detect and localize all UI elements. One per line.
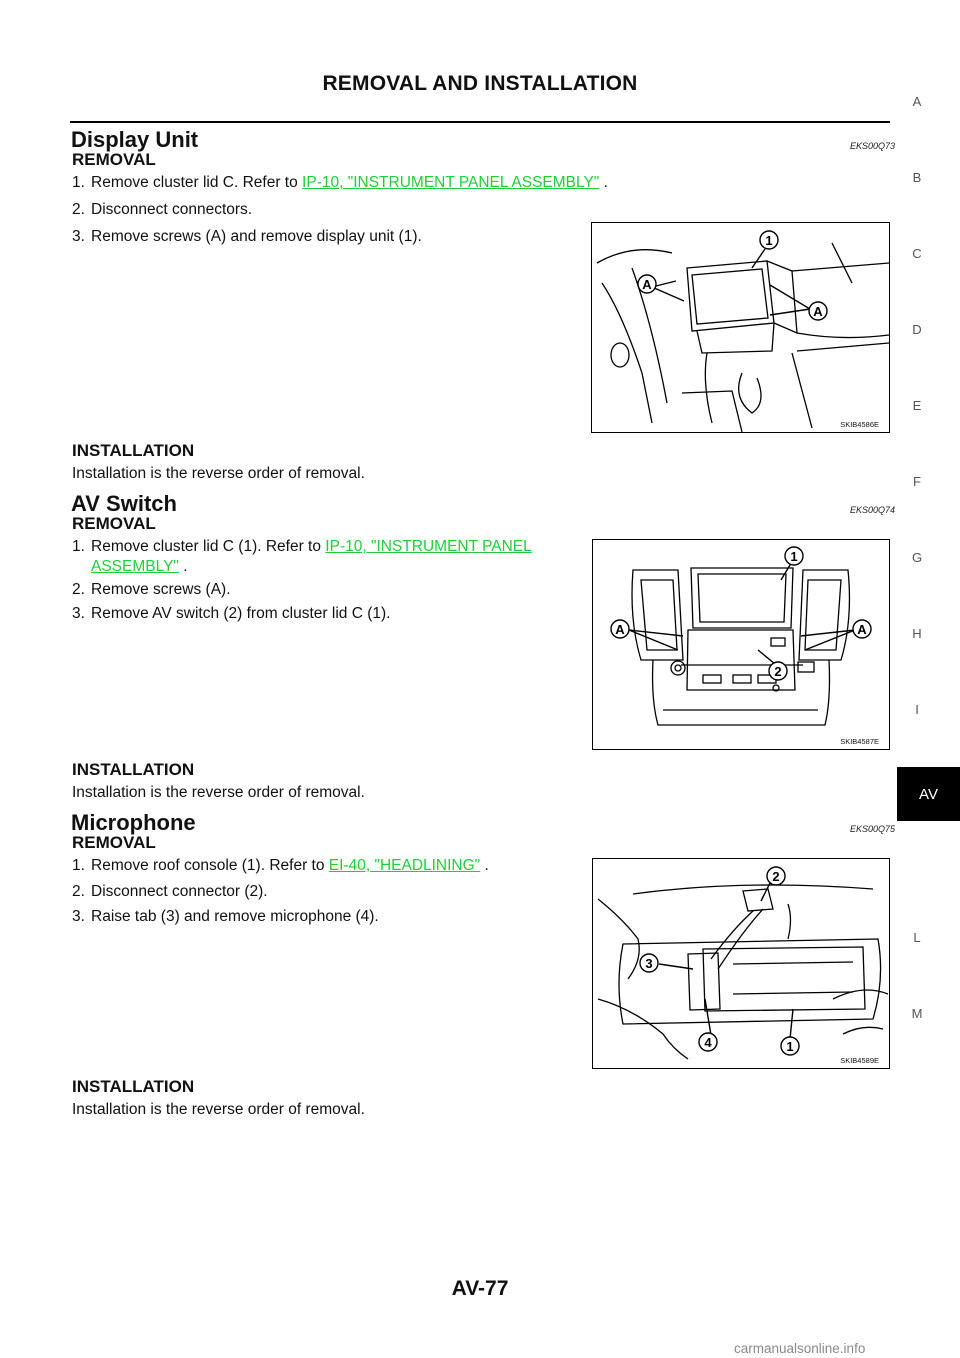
callout-label: 2 (774, 664, 782, 679)
callout-label: 4 (704, 1035, 712, 1050)
callout-label: 1 (790, 549, 798, 564)
av-switch-illustration (593, 540, 889, 749)
header-rule (70, 121, 890, 123)
index-tab-l[interactable]: L (913, 930, 921, 945)
step-2: 2. Remove screws (A). (72, 581, 231, 598)
step-3: 3. Remove AV switch (2) from cluster lid C (1). (72, 605, 391, 622)
callout-label: 1 (765, 233, 773, 248)
step-3: 3. Raise tab (3) and remove microphone (4). (72, 908, 379, 925)
step-1: 1. Remove cluster lid C. Refer to IP-10, "INSTRUMENT PANEL ASSEMBLY" . (72, 174, 608, 191)
section-code: EKS00Q75 (850, 824, 896, 834)
index-tab-h[interactable]: H (912, 626, 922, 641)
index-tab-av-active[interactable]: AV (897, 767, 960, 821)
watermark: carmanualsonline.info (734, 1341, 866, 1356)
section-code: EKS00Q74 (850, 505, 896, 515)
page-number: AV-77 (451, 1277, 509, 1300)
step-1: 1. Remove cluster lid C (1). Refer to IP-10, "INSTRUMENT PANEL (72, 538, 532, 555)
installation-text: Installation is the reverse order of removal. (72, 1101, 365, 1118)
installation-heading: INSTALLATION (72, 441, 195, 460)
step-2: 2. Disconnect connector (2). (72, 883, 268, 900)
installation-heading: INSTALLATION (72, 1077, 195, 1096)
index-tab-c[interactable]: C (912, 246, 922, 261)
index-tab-g[interactable]: G (911, 550, 923, 565)
index-tab-e[interactable]: E (912, 398, 922, 413)
figure-code: SKIB4589E (840, 1056, 879, 1065)
index-tab-f[interactable]: F (913, 474, 921, 489)
page-header-title: REMOVAL AND INSTALLATION (322, 72, 638, 95)
installation-heading: INSTALLATION (72, 760, 195, 779)
index-tab-d[interactable]: D (912, 322, 922, 337)
figure-av-switch (592, 539, 890, 750)
section-title-display-unit: Display Unit (71, 127, 199, 152)
callout-label: A (615, 622, 625, 637)
installation-text: Installation is the reverse order of removal. (72, 784, 365, 801)
figure-microphone (592, 858, 890, 1069)
microphone-illustration (593, 859, 889, 1068)
figure-code: SKIB4586E (840, 420, 879, 429)
section-title-microphone: Microphone (71, 810, 196, 835)
link-ei-40[interactable]: EI-40, "HEADLINING" (328, 857, 481, 874)
step-3: 3. Remove screws (A) and remove display unit (1). (72, 228, 422, 245)
step-2: 2. Disconnect connectors. (72, 201, 253, 218)
figure-display-unit (591, 222, 890, 433)
figure-code: SKIB4587E (840, 737, 879, 746)
link-ip-10[interactable]: IP-10, "INSTRUMENT PANEL (325, 538, 532, 555)
section-code: EKS00Q73 (850, 141, 896, 151)
index-tab-i[interactable]: I (915, 702, 919, 717)
link-ip-10[interactable]: IP-10, "INSTRUMENT PANEL ASSEMBLY" (302, 174, 600, 191)
removal-heading: REMOVAL (72, 833, 156, 852)
index-tab-b[interactable]: B (912, 170, 922, 185)
callout-label: A (813, 304, 823, 319)
callout-label: 1 (786, 1039, 794, 1054)
index-tab-m[interactable]: M (911, 1006, 923, 1021)
step-1: 1. Remove roof console (1). Refer to EI-40, "HEADLINING" . (72, 857, 489, 874)
index-tab-a[interactable]: A (912, 94, 922, 109)
link-ip-10-continued[interactable]: ASSEMBLY" (91, 558, 179, 575)
callout-label: A (642, 277, 652, 292)
callout-label: 2 (772, 869, 780, 884)
callout-label: A (857, 622, 867, 637)
removal-heading: REMOVAL (72, 150, 156, 169)
display-unit-illustration (592, 223, 889, 432)
step-1-continued: ASSEMBLY" . (91, 558, 188, 575)
removal-heading: REMOVAL (72, 514, 156, 533)
callout-label: 3 (645, 956, 653, 971)
installation-text: Installation is the reverse order of removal. (72, 465, 365, 482)
section-title-av-switch: AV Switch (71, 491, 177, 516)
